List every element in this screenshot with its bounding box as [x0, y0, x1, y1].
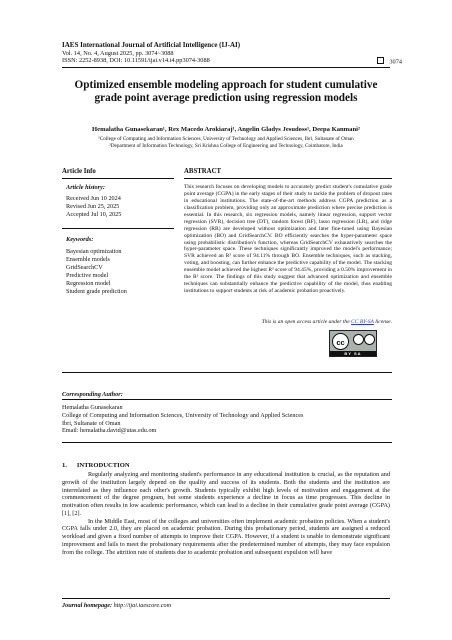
- keyword: GridSearchCV: [66, 264, 103, 271]
- corresponding-rule: [62, 399, 392, 400]
- introduction-heading: 1. INTRODUCTION: [62, 462, 130, 469]
- cc-icon: cc: [332, 333, 349, 350]
- attribution-icon: [353, 334, 364, 345]
- homepage-url[interactable]: http://ijai.iaescore.com: [113, 602, 172, 609]
- homepage-label: Journal homepage: [62, 602, 110, 609]
- issn-line: ISSN: 2252-8938, DOI: 10.11591/ijai.v14.i4.pp3074-3088: [62, 57, 210, 65]
- history-rule: [62, 228, 174, 229]
- journal-header: [62, 42, 402, 65]
- share-alike-icon: [364, 334, 375, 345]
- cc-by-sa-link[interactable]: CC BY-SA: [351, 319, 374, 325]
- abstract-heading: ABSTRACT: [184, 168, 222, 175]
- cc-strip: BY SA: [330, 351, 376, 356]
- corresponding-bottom-rule: [62, 442, 392, 443]
- author-list: Hemalatha Gunasekaran¹, Rex Macedo Arokiaraj¹, Angelin Gladys Jesudoss¹, Deepa Kanmani²: [92, 126, 360, 133]
- accepted-date: Accepted Jul 10, 2025: [66, 211, 122, 218]
- affiliation-1: ¹College of Computing and Information Sciences, University of Technology and Applied Sciences, Ibri, Sultanate of Oman: [98, 136, 354, 142]
- author-name: Hemalatha Gunasekaran: [62, 404, 123, 411]
- author-affiliation: College of Computing and Information Sciences, University of Technology and Applied Sciences: [62, 411, 304, 419]
- keywords-heading: Keywords:: [66, 236, 94, 243]
- cc-license-logo: [329, 330, 377, 357]
- license-suffix: license.: [373, 319, 392, 325]
- corresponding-author-heading: Corresponding Author:: [62, 391, 123, 398]
- page-number: [377, 57, 402, 66]
- keywords-list: [66, 248, 127, 296]
- abstract-rule: [184, 178, 392, 179]
- author-email: Email: hemalatha.david@utas.edu.om: [62, 427, 157, 435]
- header-rule: [62, 67, 390, 68]
- revised-date: Revised Jun 25, 2025: [66, 203, 120, 210]
- page-number-value: 3074: [389, 58, 402, 66]
- history-list: [66, 195, 121, 219]
- license-text: This is an open access article under the: [261, 319, 350, 325]
- intro-paragraph: Regularly analyzing and monitoring student's performance in any educational institution is crucial, as the reputation and growth of the institution largely depend on the quality and success of its students. Both the students and the institution are interrelated as they influence each other's growth. Students typically exhibit high levels of motivation and engagement at the commencement of the degree program, but some students experience a decline in focus as time progresses. This decline in motivation often results in low academic performance, which can lead to a decline in their cumulative grade point average (CGPA) [1], [2].: [62, 471, 390, 517]
- corresponding-author-details: [62, 404, 392, 435]
- keyword: Regression model: [66, 280, 111, 287]
- author-location: Ibri, Sultanate of Oman: [62, 419, 121, 427]
- article-history-heading: Article history:: [66, 184, 106, 191]
- footer-rule: [62, 598, 390, 599]
- license-line: [184, 319, 392, 325]
- introduction-body: [62, 471, 390, 556]
- volume-line: Vol. 14, No. 4, August 2025, pp. 3074~3088: [62, 49, 174, 57]
- article-info-rule: [62, 178, 174, 179]
- affiliation-2: ²Department of Information Technology, Sri Krishna College of Engineering and Technology, Coimbatore, India: [109, 143, 343, 149]
- abstract-text: This research focuses on developing models to accurately predict student's cumulative grade point average (CGPA) in the early stages of their study to tackle the problem of dropout rates in educational institutions. The state-of-the-art methods address CGPA prediction as a classification problem, providing only an approximate prediction where precise prediction is essential. In this research, six regression models, namely linear regression, support vector regression (SVR), decision tree (DT), random forest (RF), lasso regression (LR), and ridge regression (RR) are developed without optimization and later fine-tuned using Bayesian optimization (BO) and GridSearchCV. BO efficiently searches the hyper-parameter space using probabilistic distribution's function, whereas GridSearchCV exhaustively searches the hyper-parameter space. These techniques significantly improved the model's performance; SVR achieved an R² score of 94.11% through BO. Ensemble techniques, such as stacking, voting, and boosting, can further enhance the predictive capability of the model. The stacking ensemble model achieved the highest R² score of 94.45%, providing a 0.50% improvement in the R² score. The findings of this study suggest that advanced optimization and ensemble techniques can substantially enhance the predictive capability of the model, thus enabling institutions to support students at risk of academic probation proactively.: [184, 184, 392, 295]
- keyword: Bayesian optimization: [66, 248, 122, 255]
- received-date: Received Jun 10 2024: [66, 195, 121, 202]
- keyword: Ensemble models: [66, 256, 110, 263]
- info-box-bottom-rule: [62, 372, 392, 373]
- square-icon: [377, 57, 384, 64]
- journal-name: IAES International Journal of Artificial Intelligence (IJ-AI): [62, 41, 241, 49]
- intro-paragraph: In the Middle East, most of the colleges and universities often implement academic probation policies. When a student's CGPA falls under 2.0, they are placed on academic probation. During this probationary period, students are assigned a reduced workload and given a fixed number of attempts to improve their CGPA. However, if a student is unable to demonstrate significant improvement and fails to meet the probationary requirements after the predetermined number of attempts, they may face expulsion from the college. The attrition rate of students due to academic probation and subsequent expulsion will have: [62, 517, 390, 556]
- article-info-heading: Article Info: [62, 168, 96, 175]
- journal-homepage: Journal homepage: http://ijai.iaescore.com: [62, 602, 172, 609]
- keyword: Student grade prediction: [66, 288, 127, 295]
- paper-title: Optimized ensemble modeling approach for student cumulative grade point average prediction using regression models: [74, 79, 378, 104]
- keyword: Predictive model: [66, 272, 109, 279]
